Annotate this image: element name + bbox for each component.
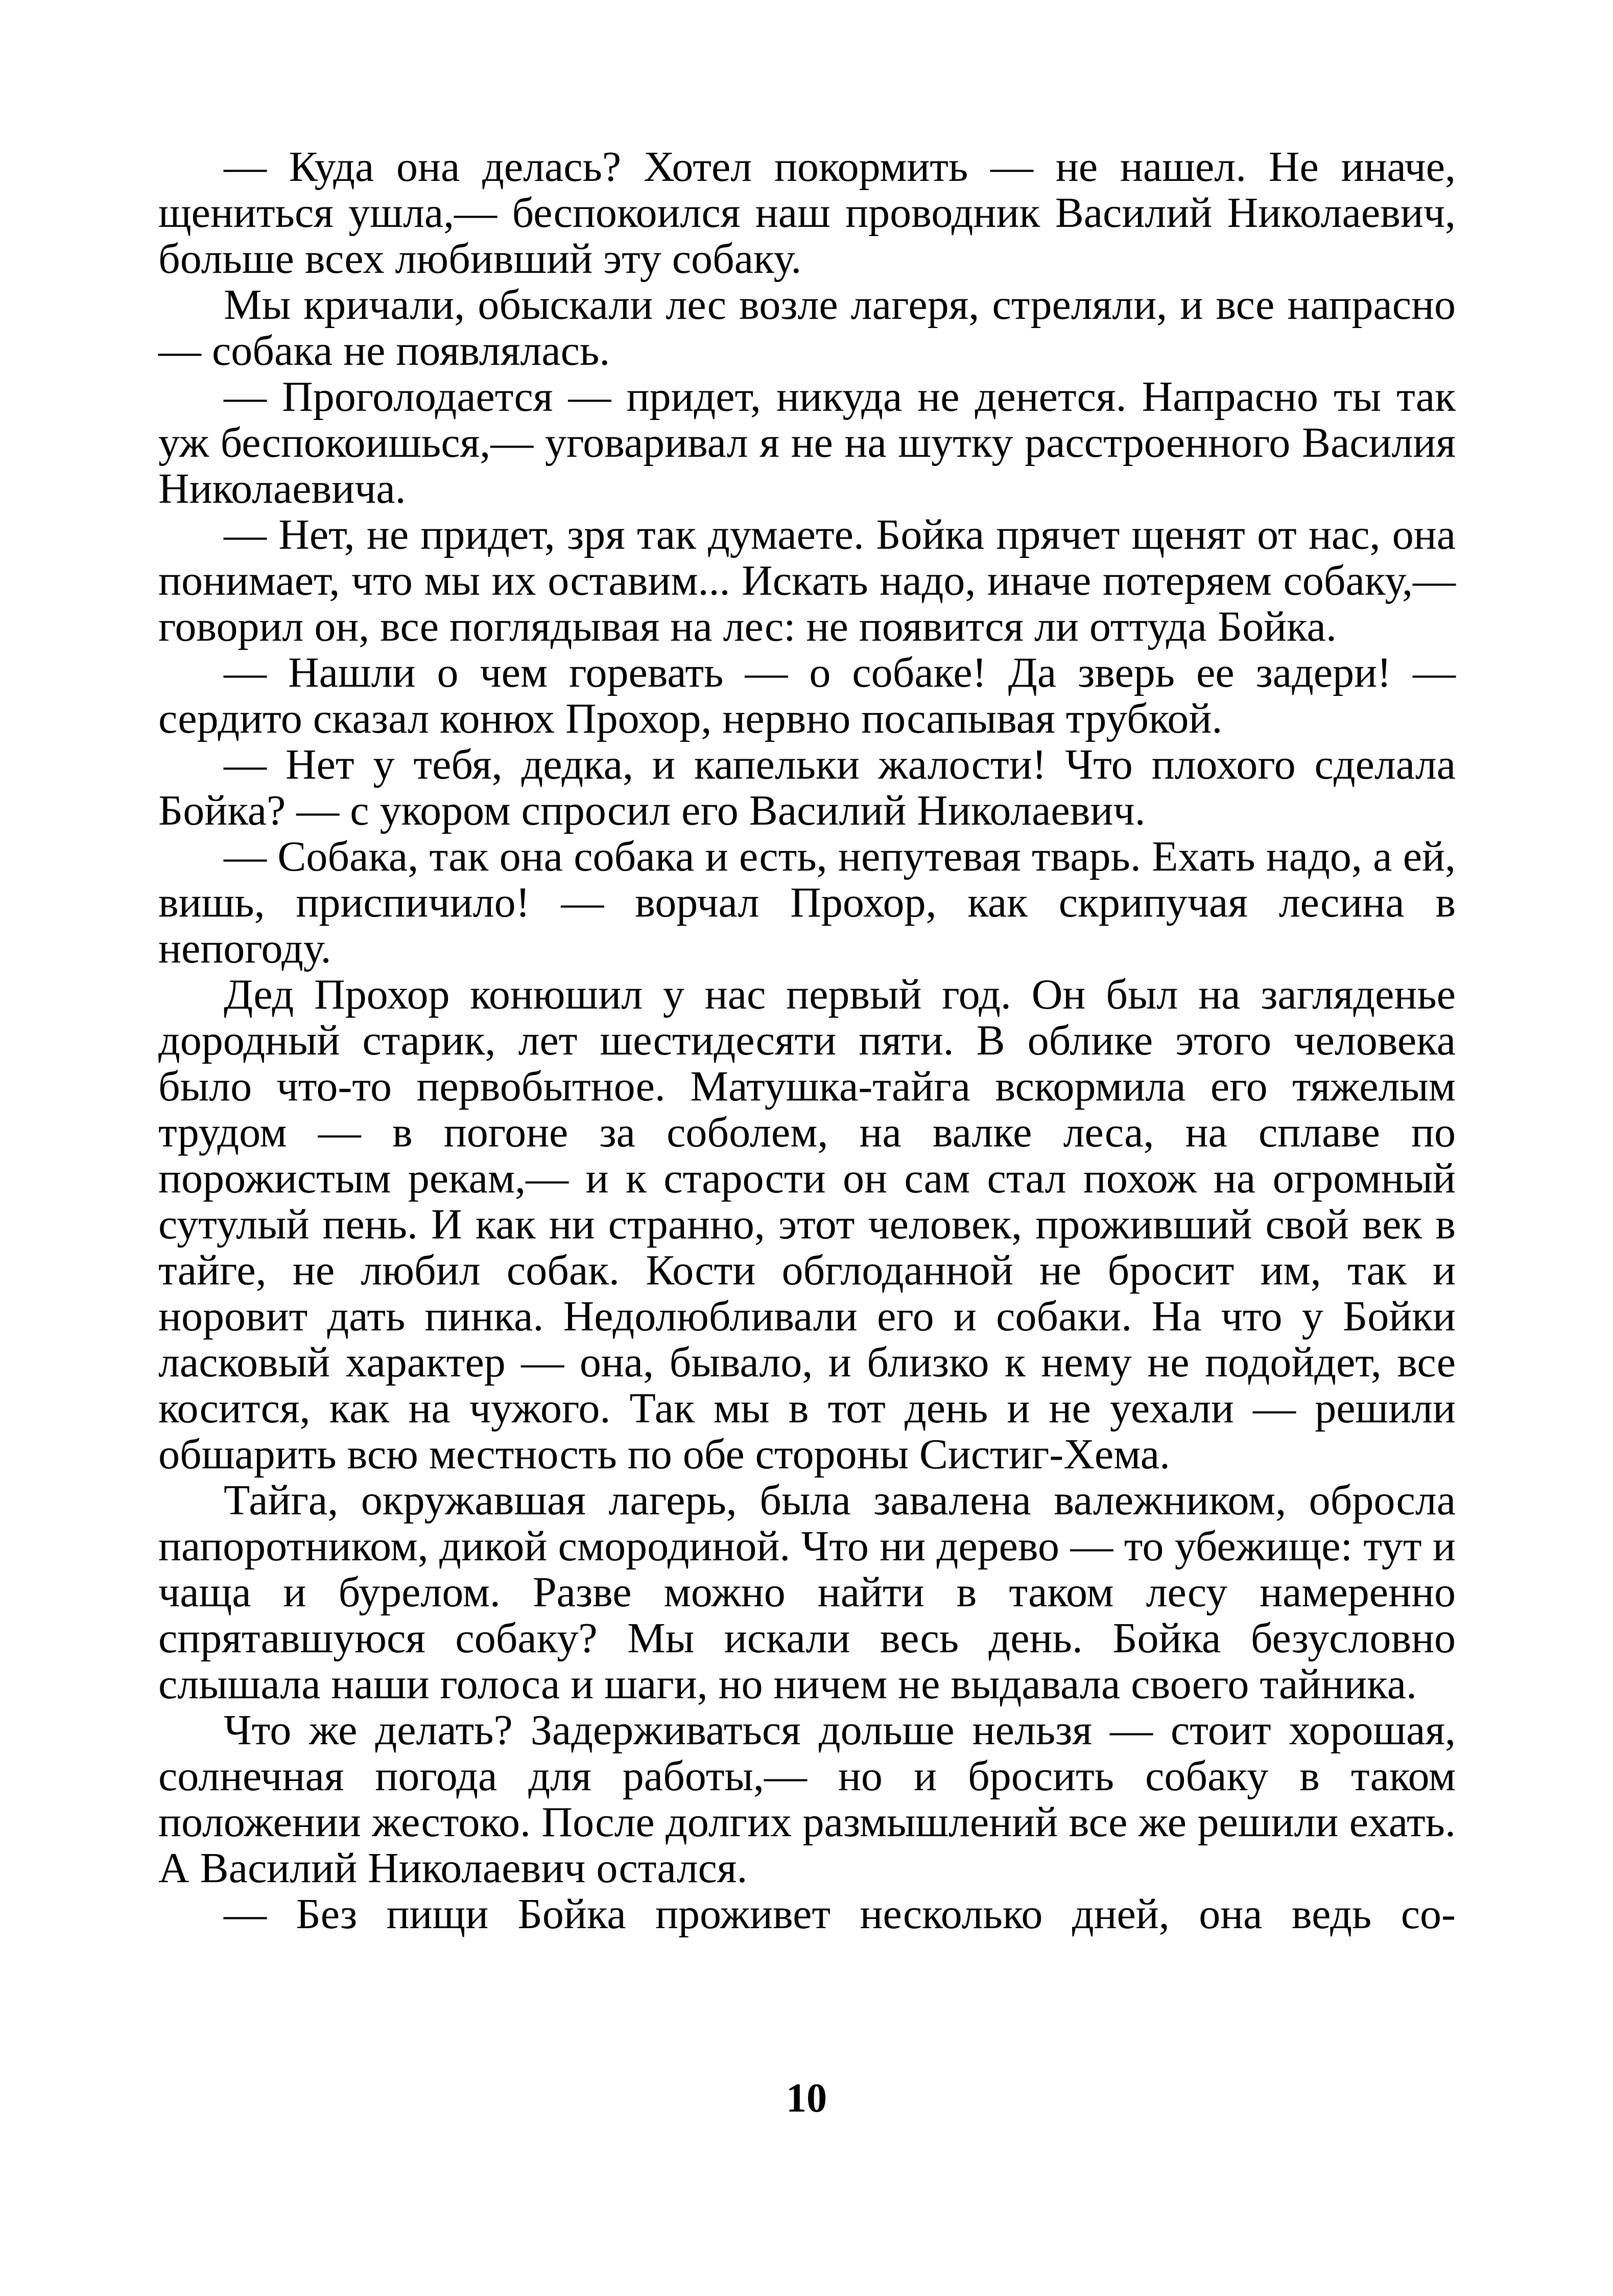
paragraph: Что же делать? Задерживаться дольше нельзя — стоит хорошая, солнечная погода для работы,— но и бросить собаку в таком положении жестоко. После долгих размышлений все же решили ехать. А Василий Николаевич остался. (158, 1706, 1456, 1892)
paragraph: — Нашли о чем горевать — о собаке! Да зверь ее задери! — сердито сказал конюх Прохор, нервно посапывая трубкой. (158, 649, 1456, 742)
paragraph: Мы кричали, обыскали лес возле лагеря, стреляли, и все напрасно — собака не появлялась. (158, 281, 1456, 374)
paragraph: — Куда она делась? Хотел покормить — не нашел. Не иначе, щениться ушла,— беспокоился наш проводник Василий Николаевич, больше всех любивший эту собаку. (158, 143, 1456, 283)
paragraph: Дед Прохор конюшил у нас первый год. Он был на загляденье дородный старик, лет шестидесяти пяти. В облике этого человека было что-то первобытное. Матушка-тайга вскормила его тяжелым трудом — в погоне за соболем, на валке леса, на сплаве по порожистым рекам,— и к старости он сам стал похож на огромный сутулый пень. И как ни странно, этот человек, проживший свой век в тайге, не любил собак. Кости обглоданной не бросит им, так и норовит дать пинка. Недолюбливали его и собаки. На что у Бойки ласковый характер — она, бывало, и близко к нему не подойдет, все косится, как на чужого. Так мы в тот день и не уехали — решили обшарить всю местность по обе стороны Систиг-Хема. (158, 971, 1456, 1478)
paragraph: — Собака, так она собака и есть, непутевая тварь. Ехать надо, а ей, вишь, приспичило! — ворчал Прохор, как скрипучая лесина в непогоду. (158, 833, 1456, 972)
paragraph: — Нет у тебя, дедка, и капельки жалости! Что плохого сделала Бойка? — с укором спросил его Василий Николаевич. (158, 741, 1456, 834)
page-number: 10 (786, 2076, 827, 2121)
paragraph: — Нет, не придет, зря так думаете. Бойка прячет щенят от нас, она понимает, что мы их оставим... Искать надо, иначе потеряем собаку,— говорил он, все поглядывая на лес: не появится ли оттуда Бойка. (158, 511, 1456, 650)
paragraph-last: — Без пищи Бойка проживет несколько дней, она ведь со- (224, 1890, 1456, 1938)
page-body (158, 144, 1456, 1937)
paragraph: Тайга, окружавшая лагерь, была завалена валежником, обросла папоротником, дикой смородиной. Что ни дерево — то убежище: тут и чаща и бурелом. Разве можно найти в таком лесу намеренно спрятавшуюся собаку? Мы искали весь день. Бойка безусловно слышала наши голоса и шаги, но ничем не выдавала своего тайника. (158, 1477, 1456, 1708)
paragraph: — Проголодается — придет, никуда не денется. Напрасно ты так уж беспокоишься,— уговаривал я не на шутку расстроенного Василия Николаевича. (158, 373, 1456, 512)
